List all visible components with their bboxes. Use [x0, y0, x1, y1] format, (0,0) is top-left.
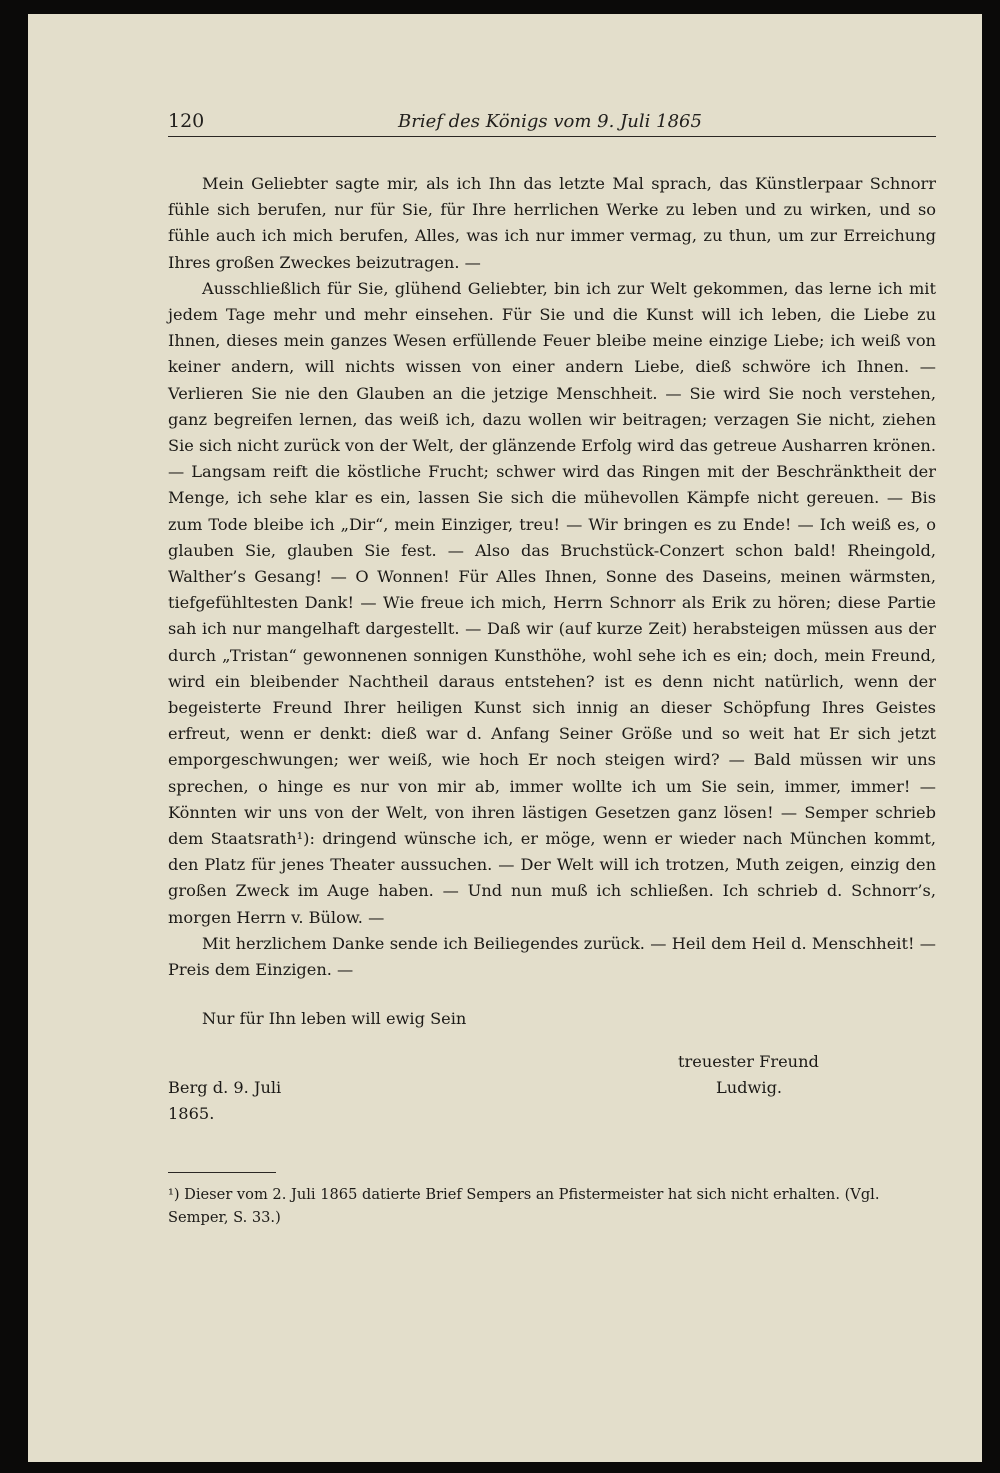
- closing-line: Nur für Ihn leben will ewig Sein: [202, 1009, 467, 1029]
- book-page: [28, 14, 982, 1462]
- footnote: ¹) Dieser vom 2. Juli 1865 datierte Brief Sempers an Pfistermeister hat sich nicht erhalten. (Vgl. Semper, S. 33.): [168, 1186, 880, 1227]
- year: 1865.: [168, 1104, 215, 1124]
- salutation: treuester Freund: [678, 1052, 819, 1072]
- footnote-rule: [168, 1172, 276, 1173]
- signoff-block: [168, 1052, 936, 1134]
- letter-body: [168, 171, 936, 983]
- paragraph: Ausschließlich für Sie, glühend Geliebter, bin ich zur Welt gekommen, das lerne ich mit jedem Tage mehr und mehr einsehen. Für Sie und die Kunst will ich leben, die Liebe zu Ihnen, dieses mein ganzes Wesen erfüllende Feuer bleibe meine einzige Liebe; ich weiß von keiner andern, will nichts wissen von einer andern Liebe, dieß schwöre ich Ihnen. — Verlieren Sie nie den Glauben an die jetzige Menschheit. — Sie wird Sie noch verstehen, ganz begreifen lernen, das weiß ich, dazu wollen wir beitragen; verzagen Sie nicht, ziehen Sie sich nicht zurück von der Welt, der glänzende Erfolg wird das getreue Ausharren krönen. — Langsam reift die köstliche Frucht; schwer wird das Ringen mit der Beschränktheit der Menge, ich sehe klar es ein, lassen Sie sich die mühevollen Kämpfe nicht gereuen. — Bis zum Tode bleibe ich „Dir“, mein Einziger, treu! — Wir bringen es zu Ende! — Ich weiß es, o glauben Sie, glauben Sie fest. — Also das Bruchstück-Conzert schon bald! Rheingold, Walther’s Gesang! — O Wonnen! Für Alles Ihnen, Sonne des Daseins, meinen wärmsten, tiefgefühltesten Dank! — Wie freue ich mich, Herrn Schnorr als Erik zu hören; diese Partie sah ich nur mangelhaft dargestellt. — Daß wir (auf kurze Zeit) herabsteigen müssen aus der durch „Tristan“ gewonnenen sonnigen Kunsthöhe, wohl sehe ich es ein; doch, mein Freund, wird ein bleibender Nachtheil daraus entstehen? ist es denn nicht natürlich, wenn der begeisterte Freund Ihrer heiligen Kunst sich innig an dieser Schöpfung Ihres Geistes erfreut, wenn er denkt: dieß war d. Anfang Seiner Größe und so weit hat Er sich jetzt emporgeschwungen; wer weiß, wie hoch Er noch steigen wird? — Bald müssen wir uns sprechen, o hinge es nur von mir ab, immer wollte ich um Sie sein, immer, immer! — Könnten wir uns von der Welt, von ihren lästigen Gesetzen ganz lösen! — Semper schrieb dem Staatsrath¹): dringend wünsche ich, er möge, wenn er wieder nach München kommt, den Platz für jenes Theater aussuchen. — Der Welt will ich trotzen, Muth zeigen, einzig den großen Zweck im Auge haben. — Und nun muß ich schließen. Ich schrieb d. Schnorr’s, morgen Herrn v. Bülow. —: [168, 278, 936, 927]
- place-date: Berg d. 9. Juli: [168, 1078, 282, 1098]
- page-number: 120: [168, 110, 205, 132]
- page-header: [168, 110, 936, 137]
- signature: Ludwig.: [716, 1078, 783, 1098]
- page-content: [168, 110, 936, 1229]
- paragraph: Mein Geliebter sagte mir, als ich Ihn das letzte Mal sprach, das Künstlerpaar Schnorr fühle sich berufen, nur für Sie, für Ihre herrlichen Werke zu leben und zu wirken, und so fühle auch ich mich berufen, Alles, was ich nur immer vermag, zu thun, um zur Erreichung Ihres großen Zweckes beizutragen. —: [168, 174, 936, 272]
- running-title: Brief des Königs vom 9. Juli 1865: [398, 111, 702, 132]
- paragraph: Mit herzlichem Danke sende ich Beiliegendes zurück. — Heil dem Heil d. Menschheit! — Preis dem Einzigen. —: [168, 933, 936, 980]
